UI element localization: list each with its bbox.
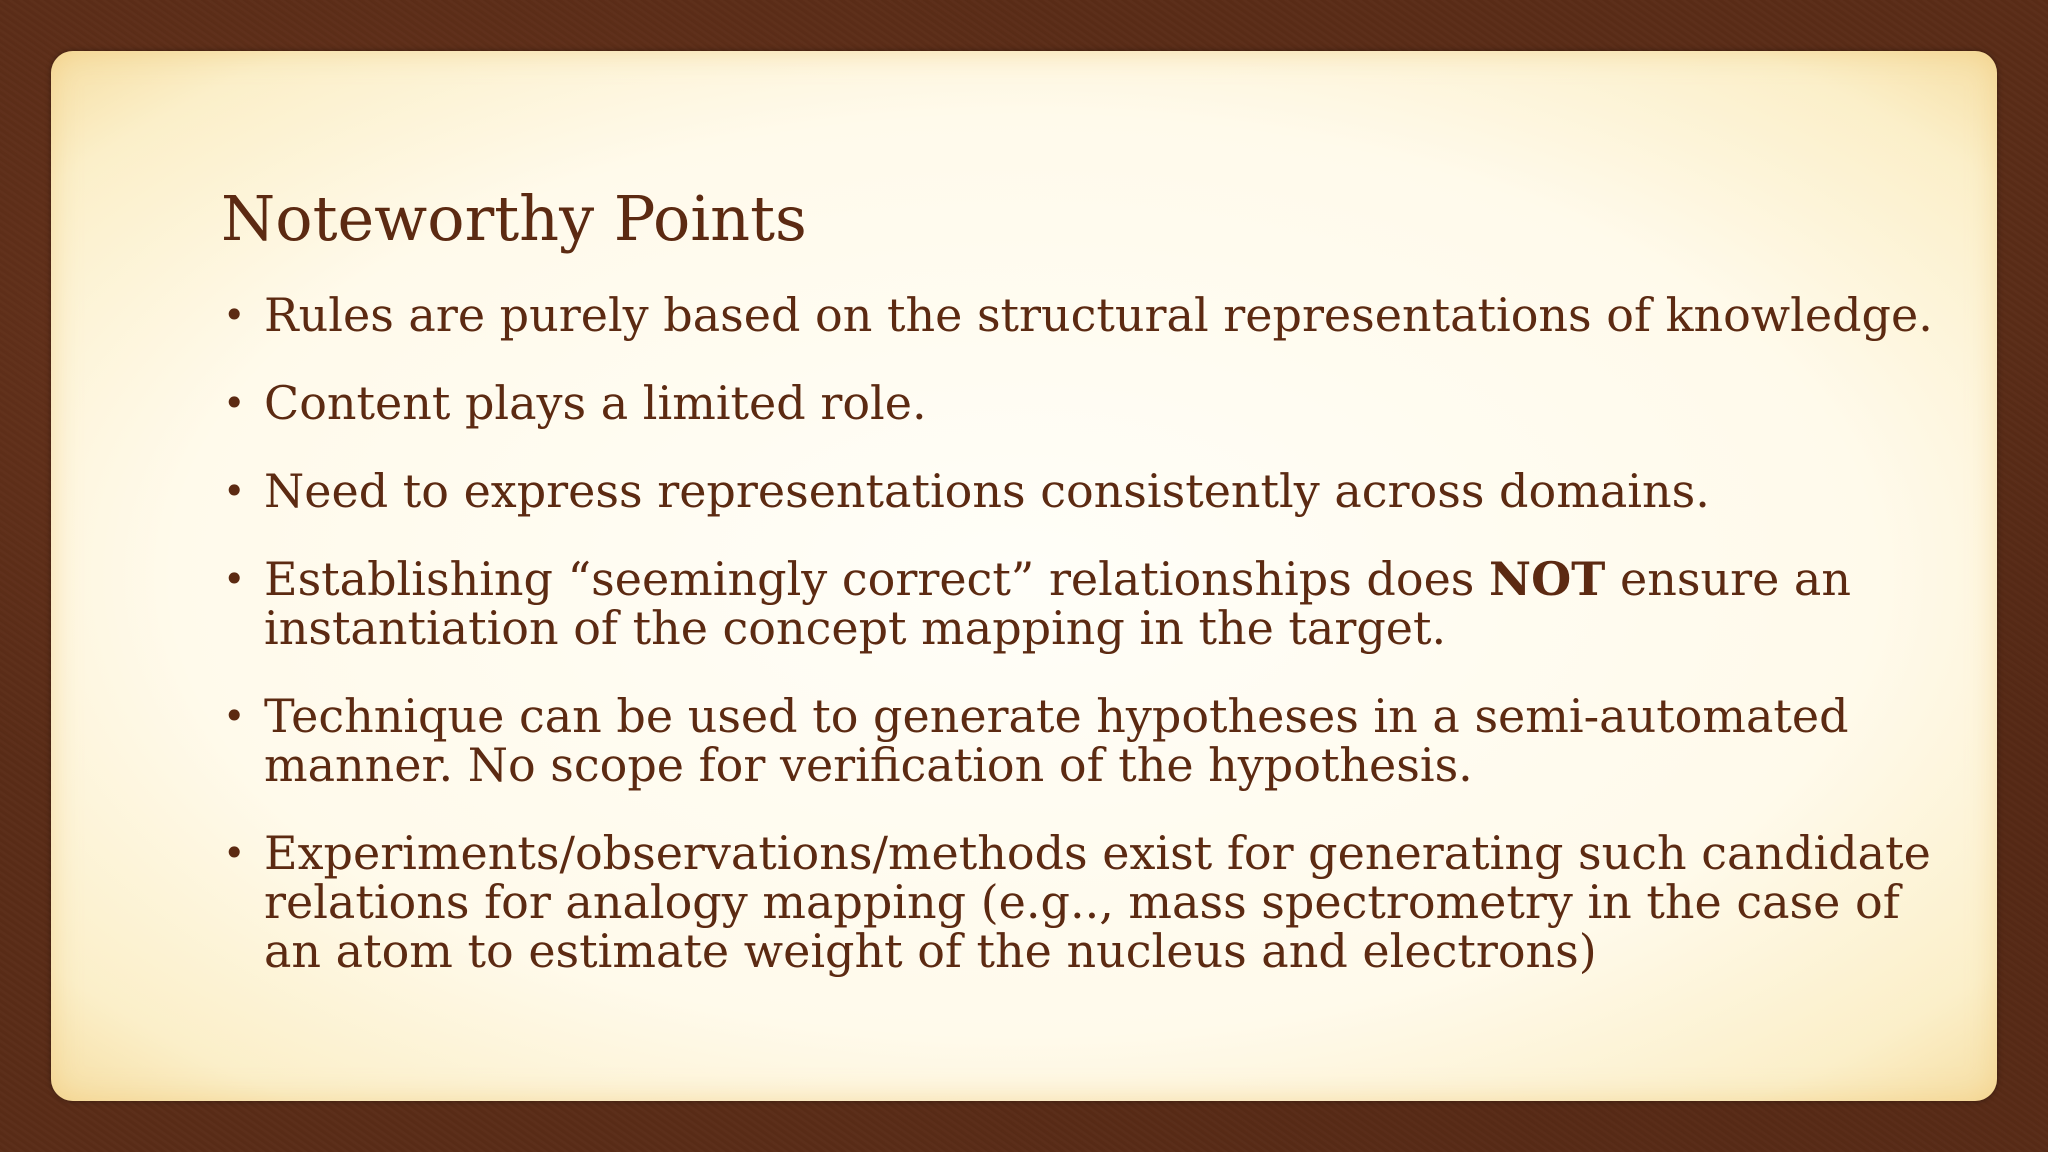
bullet-dot-icon: •: [223, 293, 246, 337]
bullet-item: [223, 376, 1943, 430]
bullet-text-emphasis: NOT: [1489, 552, 1606, 606]
bullet-item: [223, 689, 1943, 792]
bullet-text: Experiments/observations/methods exist for generating such candidate relations for analogy mapping (e.g.., mass spectrometry in the case of an atom to estimate weight of the nucleus and electrons): [264, 826, 1931, 978]
bullet-item: [223, 464, 1943, 518]
bullet-item: [223, 552, 1943, 655]
bullet-dot-icon: •: [223, 694, 246, 738]
bullet-item: [223, 288, 1943, 342]
bullet-dot-icon: •: [223, 831, 246, 875]
bullet-text: Need to express representations consistently across domains.: [264, 464, 1710, 518]
bullet-text-post: ensure an instantiation of the concept mapping in the target.: [264, 552, 1851, 655]
bullet-item: [223, 826, 1943, 978]
bullet-list: [223, 288, 1943, 1015]
bullet-dot-icon: •: [223, 469, 246, 513]
bullet-text: Rules are purely based on the structural representations of knowledge.: [264, 288, 1933, 342]
bullet-text: Technique can be used to generate hypotheses in a semi-automated manner. No scope for verification of the hypothesis.: [264, 689, 1849, 792]
bullet-dot-icon: •: [223, 381, 246, 425]
bullet-text-pre: Establishing “seemingly correct” relationships does: [264, 552, 1490, 606]
bullet-dot-icon: •: [223, 557, 246, 601]
slide-title: Noteworthy Points: [221, 182, 807, 255]
bullet-text: Content plays a limited role.: [264, 376, 927, 430]
slide: [51, 51, 1997, 1101]
